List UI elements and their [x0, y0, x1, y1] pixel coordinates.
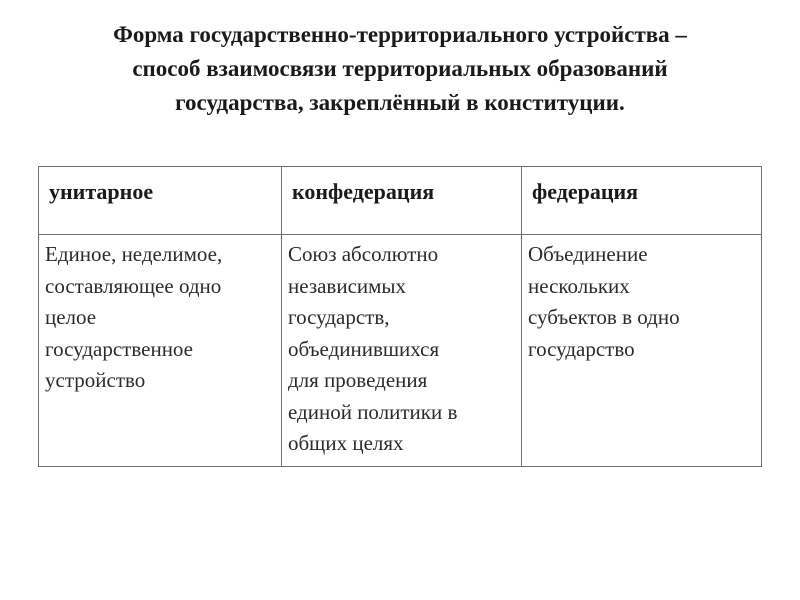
cell-text-line: составляющее одно — [45, 273, 222, 298]
title-line: государства, закреплённый в конституции. — [175, 90, 625, 115]
table-row — [39, 235, 762, 467]
cell-text-line: единой политики в — [288, 399, 458, 424]
cell-text-line: объединившихся — [288, 336, 440, 361]
header-unitary: унитарное — [39, 167, 282, 235]
slide-title — [30, 18, 770, 120]
cell-unitary-definition — [39, 235, 282, 467]
cell-text-line: устройство — [45, 368, 146, 392]
cell-text-line: нескольких — [528, 273, 630, 298]
cell-text-line: целое — [45, 305, 97, 329]
cell-text-line: государственное — [45, 336, 194, 361]
cell-text-line: Единое, неделимое, — [45, 242, 223, 266]
cell-text-line: Союз абсолютно — [288, 242, 439, 266]
table-header-row — [39, 167, 762, 235]
cell-confederation-definition — [282, 235, 522, 467]
title-line: способ взаимосвязи территориальных образований — [132, 56, 668, 81]
cell-text-line: государств, — [288, 305, 390, 329]
cell-text-line: для проведения — [288, 368, 428, 392]
state-forms-table — [38, 166, 762, 467]
cell-text-line: Объединение — [528, 242, 648, 266]
header-federation: федерация — [522, 167, 762, 235]
cell-federation-definition — [522, 235, 762, 467]
cell-text-line: государство — [528, 336, 635, 361]
cell-text-line: субъектов в одно — [528, 305, 680, 329]
title-line: Форма государственно-территориального устройства – — [113, 22, 687, 47]
cell-text-line: общих целях — [288, 431, 404, 455]
header-confederation: конфедерация — [282, 167, 522, 235]
cell-text-line: независимых — [288, 273, 407, 298]
